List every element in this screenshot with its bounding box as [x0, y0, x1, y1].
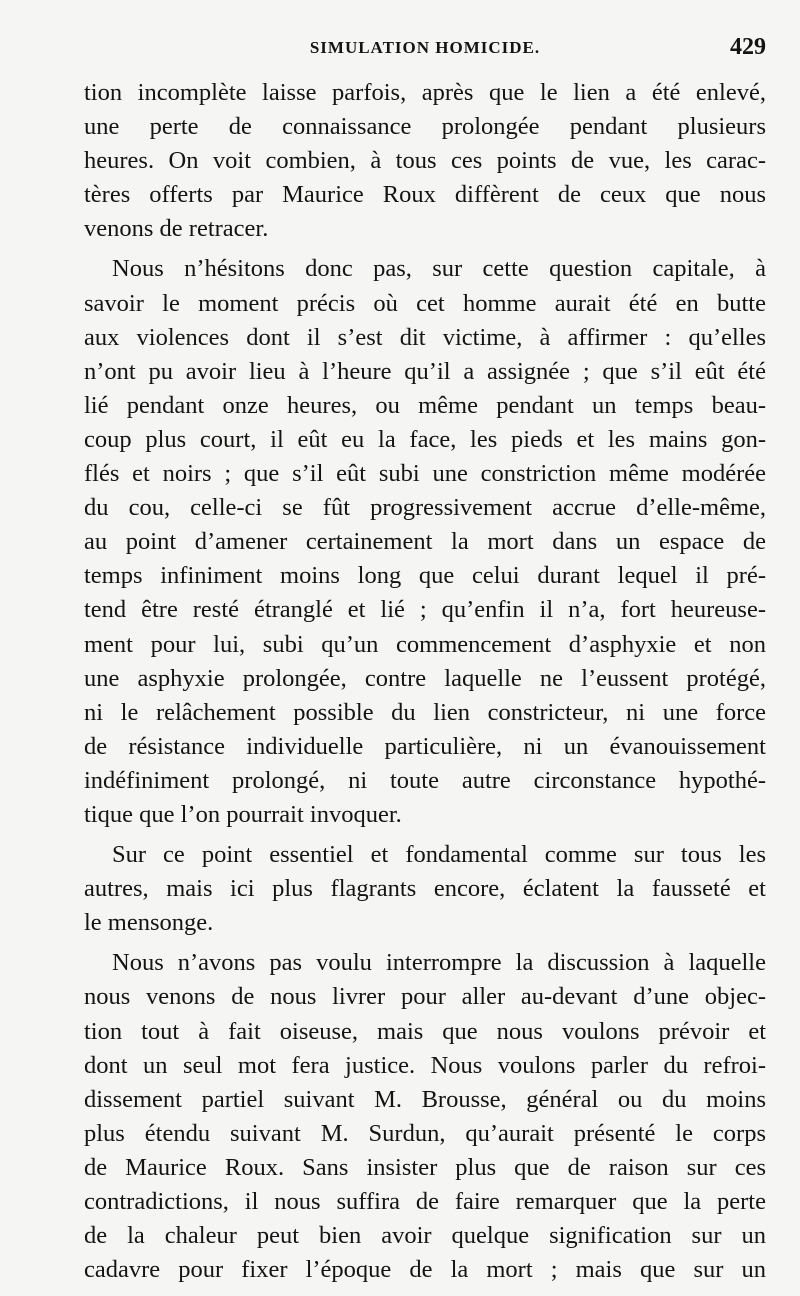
text-line: plus étendu suivant M. Surdun, qu’aurait présenté le corps	[84, 1119, 766, 1147]
text-line: ment pour lui, subi qu’un commencement d’asphyxie et non	[84, 630, 766, 658]
running-head	[78, 34, 772, 64]
text-line: savoir le moment précis où cet homme aurait été en butte	[84, 289, 766, 317]
text-line: n’ont pu avoir lieu à l’heure qu’il a assignée ; que s’il eût été	[84, 357, 766, 385]
text-line: de résistance individuelle particulière, ni un évanouissement	[84, 732, 766, 760]
text-line: lié pendant onze heures, ou même pendant un temps beau-	[84, 391, 766, 419]
text-line: tique que l’on pourrait invoquer.	[84, 800, 402, 828]
text-line: cadavre pour fixer l’époque de la mort ; mais que sur un	[84, 1256, 766, 1284]
text-line: tion incomplète laisse parfois, après que le lien a été enlevé,	[84, 79, 766, 106]
running-title: SIMULATION HOMICIDE.	[309, 38, 541, 57]
text-line: tion tout à fait oiseuse, mais que nous voulons prévoir et	[84, 1017, 766, 1045]
text-line: venons de retracer.	[84, 215, 269, 243]
text-line: contradictions, il nous suffira de faire remarquer que la perte	[84, 1188, 766, 1215]
text-line: dont un seul mot fera justice. Nous voulons parler du refroi-	[84, 1051, 766, 1079]
text-line: au point d’amener certainement la mort dans un espace de	[84, 528, 766, 556]
text-line: de Maurice Roux. Sans insister plus que de raison sur ces	[84, 1153, 766, 1181]
text-line: une perte de connaissance prolongée pendant plusieurs	[84, 113, 766, 141]
text-line: aux violences dont il s’est dit victime, à affirmer : qu’elles	[84, 323, 766, 351]
paragraph	[84, 76, 766, 246]
text-line: le mensonge.	[84, 909, 214, 937]
text-line: flés et noirs ; que s’il eût subi une constriction même modérée	[84, 460, 766, 488]
page-number: 429	[730, 34, 766, 60]
text-line: indéfiniment prolongé, ni toute autre circonstance hypothé-	[84, 766, 766, 794]
text-line: temps infiniment moins long que celui durant lequel il pré-	[84, 562, 766, 590]
text-line: Nous n’hésitons donc pas, sur cette question capitale, à	[112, 255, 766, 283]
text-line: de la chaleur peut bien avoir quelque signification sur un	[84, 1222, 766, 1250]
body-text	[84, 76, 766, 1293]
text-line: coup plus court, il eût eu la face, les pieds et les mains gon-	[84, 425, 766, 453]
text-line: Nous n’avons pas voulu interrompre la discussion à laquelle	[112, 949, 766, 977]
text-line: dissement partiel suivant M. Brousse, général ou du moins	[84, 1085, 766, 1113]
paragraph	[84, 946, 766, 1287]
text-line: heures. On voit combien, à tous ces points de vue, les carac-	[84, 147, 766, 175]
text-line: Sur ce point essentiel et fondamental comme sur tous les	[112, 841, 766, 869]
text-line: une asphyxie prolongée, contre laquelle ne l’eussent protégé,	[84, 664, 766, 692]
paragraph	[84, 838, 766, 940]
text-line: tend être resté étranglé et lié ; qu’enfin il n’a, fort heureuse-	[84, 596, 766, 624]
text-line: nous venons de nous livrer pour aller au-devant d’une objec-	[84, 983, 766, 1011]
text-line: du cou, celle-ci se fût progressivement accrue d’elle-même,	[84, 494, 766, 522]
text-line: tères offerts par Maurice Roux diffèrent de ceux que nous	[84, 181, 766, 209]
text-line: ni le relâchement possible du lien constricteur, ni une force	[84, 698, 766, 726]
paragraph	[84, 252, 766, 832]
text-line: autres, mais ici plus flagrants encore, éclatent la fausseté et	[84, 875, 766, 903]
